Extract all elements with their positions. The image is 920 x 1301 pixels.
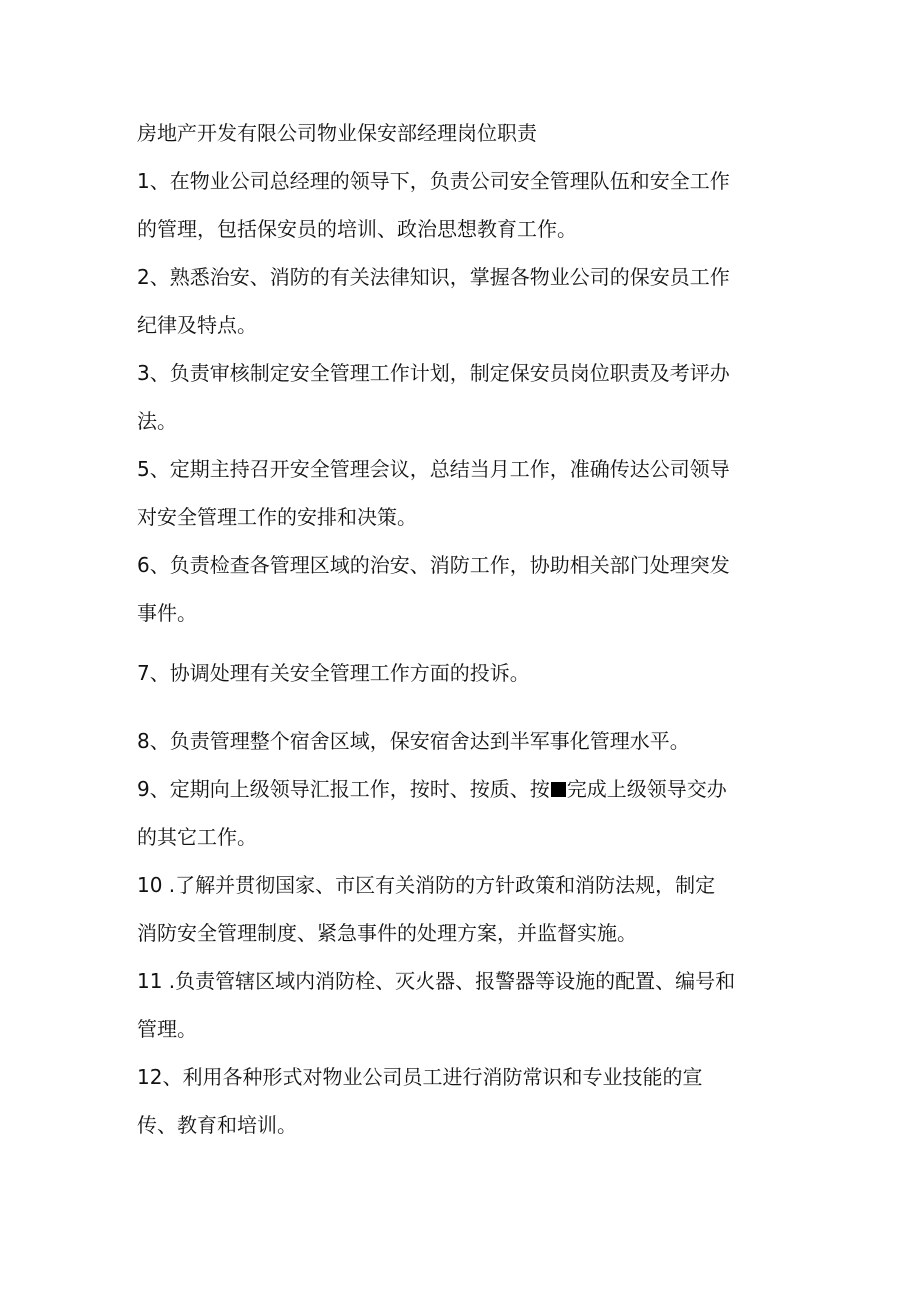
item-7-line-1: 7、协调处理有关安全管理工作方面的投诉。: [137, 661, 530, 685]
item-1-line-2: 的管理，包括保安员的培训、政治思想教育工作。: [137, 217, 577, 241]
item-9-line-2: 的其它工作。: [137, 825, 257, 849]
item-1-line-1: 1、在物业公司总经理的领导下，负责公司安全管理队伍和安全工作: [137, 169, 730, 193]
item-10-line-1: 10 .了解并贯彻国家、市区有关消防的方针政策和消防法规，制定: [137, 873, 716, 897]
item-10-line-2: 消防安全管理制度、紧急事件的处理方案，并监督实施。: [137, 921, 637, 945]
item-2-line-1: 2、熟悉治安、消防的有关法律知识，掌握各物业公司的保安员工作: [137, 265, 730, 289]
item-8-line-1: 8、负责管理整个宿舍区域，保安宿舍达到半军事化管理水平。: [137, 729, 690, 753]
item-5-line-1: 5、定期主持召开安全管理会议，总结当月工作，准确传达公司领导: [137, 457, 730, 481]
item-3-line-1: 3、负责审核制定安全管理工作计划，制定保安员岗位职责及考评办: [137, 361, 730, 385]
item-6-line-1: 6、负责检查各管理区域的治安、消防工作，协助相关部门处理突发: [137, 553, 730, 577]
item-3-line-2: 法。: [137, 409, 177, 433]
item-12-line-1: 12、利用各种形式对物业公司员工进行消防常识和专业技能的宣: [137, 1065, 703, 1089]
item-5-line-2: 对安全管理工作的安排和决策。: [137, 505, 417, 529]
item-11-line-1: 11 .负责管辖区域内消防栓、灭火器、报警器等设施的配置、编号和: [137, 969, 736, 993]
item-2-line-2: 纪律及特点。: [137, 313, 257, 337]
item-11-line-2: 管理。: [137, 1017, 197, 1041]
item-9-text-a: 9、定期向上级领导汇报工作，按时、按质、按: [137, 777, 550, 801]
item-9-line-1: [137, 771, 727, 807]
item-12-line-2: 传、教育和培训。: [137, 1113, 297, 1137]
item-9-text-b: 完成上级领导交办: [566, 777, 727, 801]
redacted-mark: [551, 782, 566, 797]
item-6-line-2: 事件。: [137, 601, 197, 625]
document-title: 房地产开发有限公司物业保安部经理岗位职责: [137, 121, 537, 145]
